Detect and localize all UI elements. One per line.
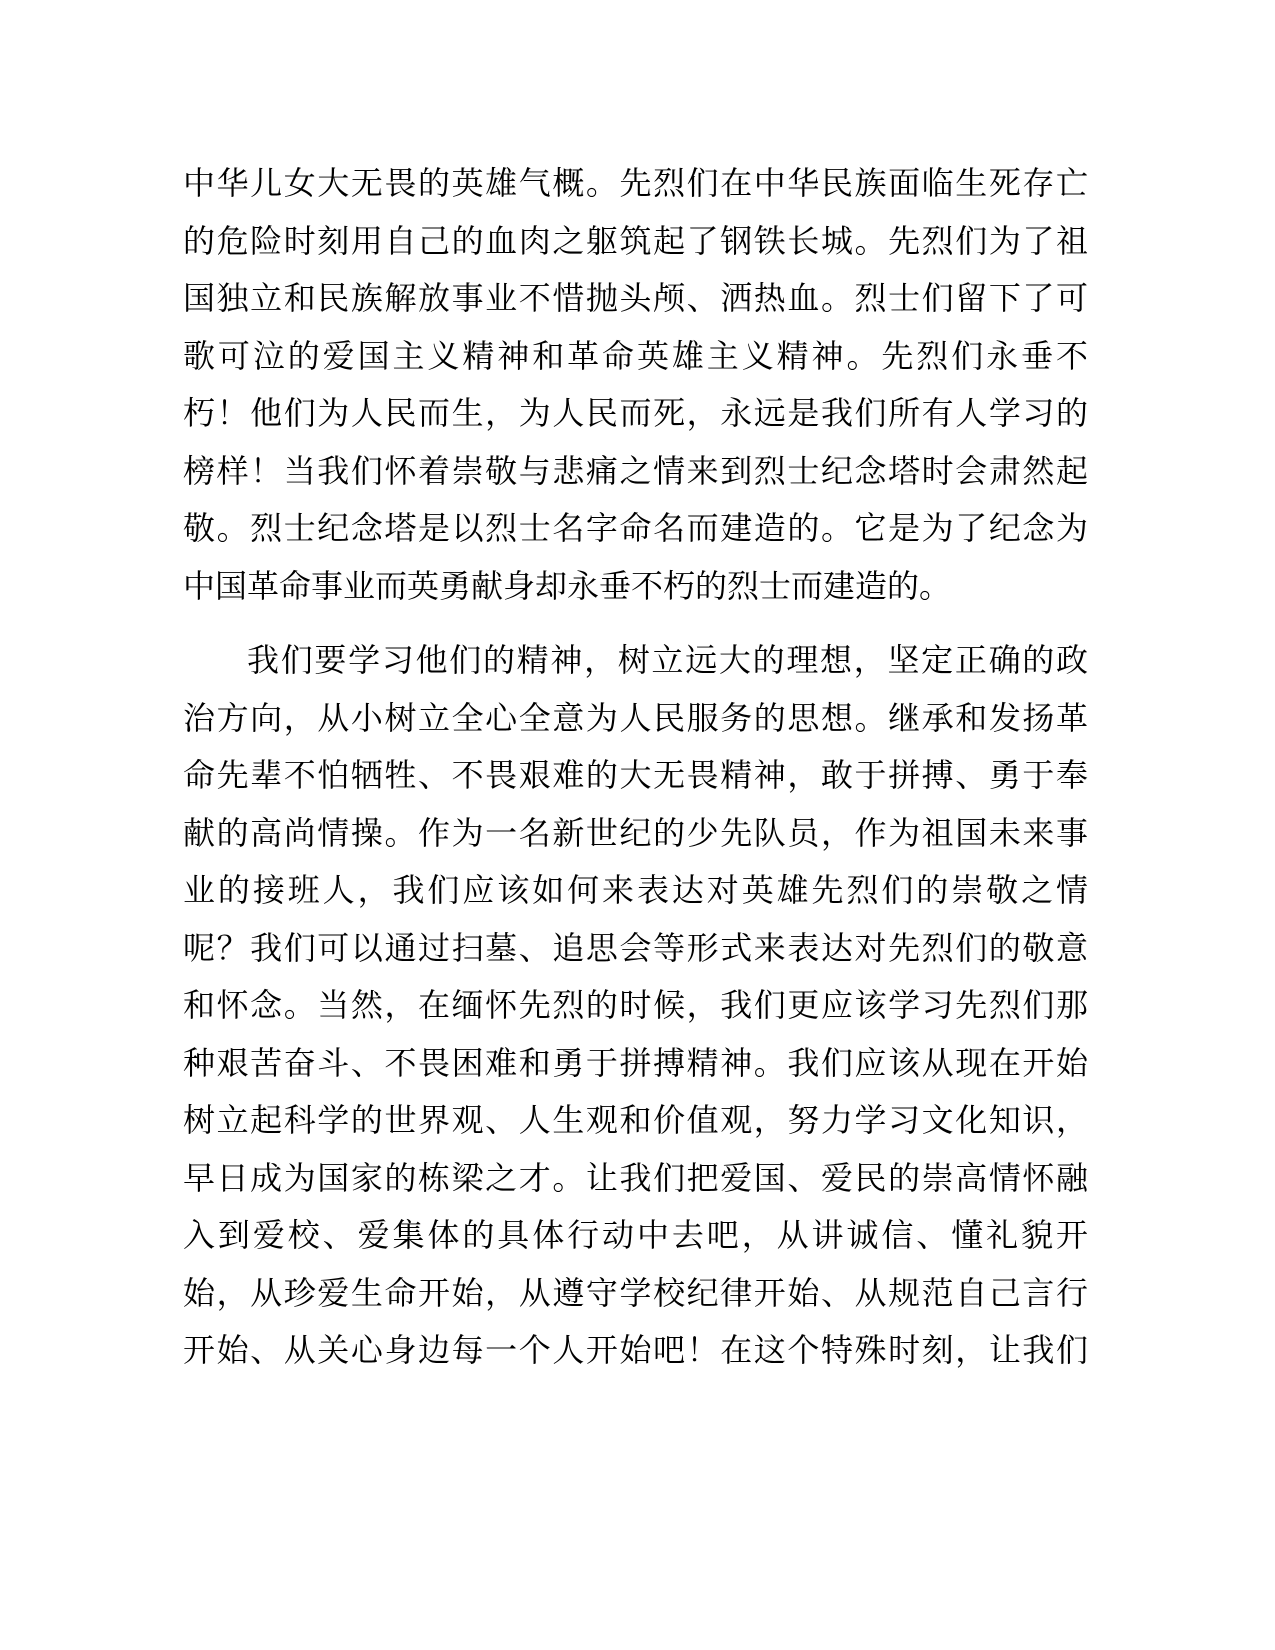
text-line: 中国革命事业而英勇献身却永垂不朽的烈士而建造的。 (183, 566, 952, 605)
text-line: 治方向，从小树立全心全意为人民服务的思想。继承和发扬革 (183, 698, 1088, 737)
text-line: 开始、从关心身边每一个人开始吧！在这个特殊时刻，让我们 (183, 1331, 1088, 1369)
text-line: 始，从珍爱生命开始，从遵守学校纪律开始、从规范自己言行 (183, 1273, 1088, 1312)
text-line: 朽！他们为人民而生，为人民而死，永远是我们所有人学习的 (183, 394, 1088, 432)
paragraph-1 (183, 155, 1088, 615)
text-line: 早日成为国家的栋梁之才。让我们把爱国、爱民的崇高情怀融 (183, 1158, 1088, 1197)
text-line: 入到爱校、爱集体的具体行动中去吧，从讲诚信、懂礼貌开 (183, 1216, 1088, 1254)
text-line: 业的接班人，我们应该如何来表达对英雄先烈们的崇敬之情 (183, 871, 1088, 909)
text-line: 中华儿女大无畏的英雄气概。先烈们在中华民族面临生死存亡 (183, 164, 1088, 202)
text-line: 敬。烈士纪念塔是以烈士名字命名而建造的。它是为了纪念为 (183, 509, 1088, 547)
text-line: 和怀念。当然，在缅怀先烈的时候，我们更应该学习先烈们那 (183, 986, 1088, 1024)
text-line: 的危险时刻用自己的血肉之躯筑起了钢铁长城。先烈们为了祖 (183, 221, 1088, 260)
text-line: 榜样！当我们怀着崇敬与悲痛之情来到烈士纪念塔时会肃然起 (183, 451, 1088, 490)
text-line: 我们要学习他们的精神，树立远大的理想，坚定正确的政 (247, 641, 1088, 679)
text-line: 歌可泣的爱国主义精神和革命英雄主义精神。先烈们永垂不 (183, 336, 1088, 375)
paragraph-2 (183, 632, 1088, 1380)
text-line: 呢？我们可以通过扫墓、追思会等形式来表达对先烈们的敬意 (183, 928, 1088, 967)
text-line: 种艰苦奋斗、不畏困难和勇于拼搏精神。我们应该从现在开始 (183, 1043, 1088, 1082)
text-line: 献的高尚情操。作为一名新世纪的少先队员，作为祖国未来事 (183, 813, 1088, 852)
text-line: 国独立和民族解放事业不惜抛头颅、洒热血。烈士们留下了可 (183, 279, 1088, 317)
text-line: 树立起科学的世界观、人生观和价值观，努力学习文化知识， (183, 1101, 1088, 1139)
text-line: 命先辈不怕牺牲、不畏艰难的大无畏精神，敢于拼搏、勇于奉 (183, 756, 1088, 794)
